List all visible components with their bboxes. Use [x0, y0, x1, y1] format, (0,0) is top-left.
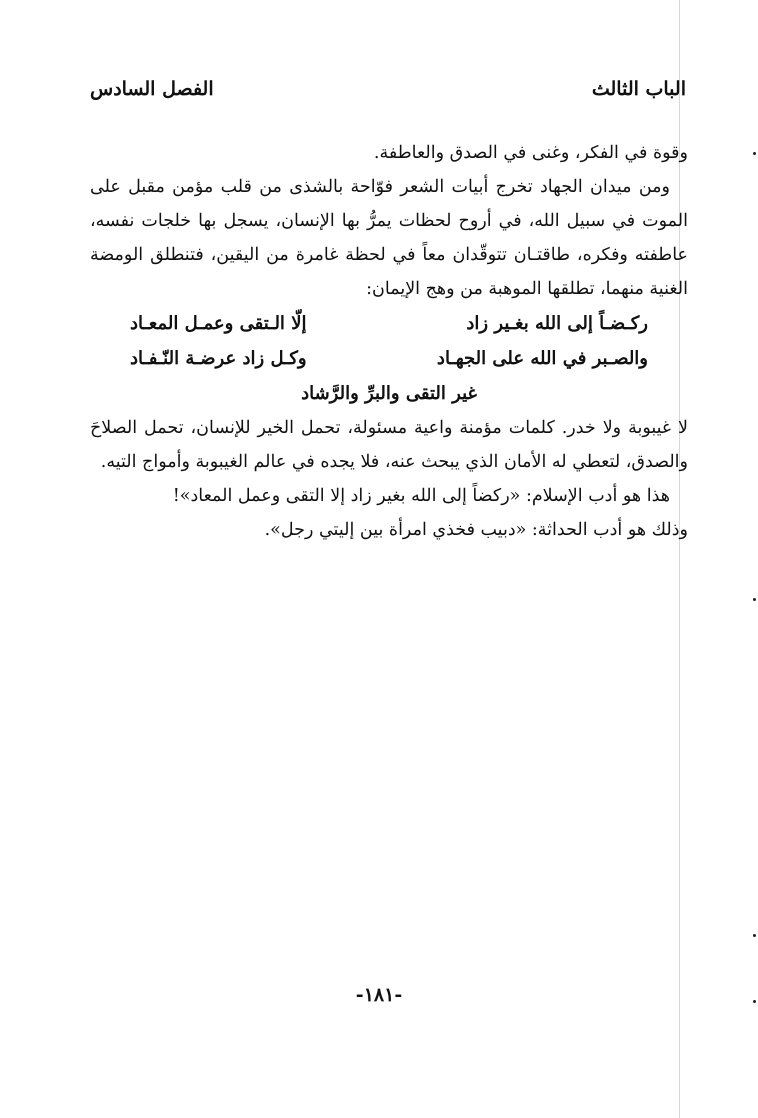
- paragraph: وقوة في الفكر، وغنى في الصدق والعاطفة.: [373, 143, 688, 163]
- poem-verse: [90, 341, 688, 376]
- poem-hemistich: والصـبر في الله على الجهـاد: [436, 348, 648, 369]
- poem-verse: [90, 306, 688, 341]
- poem-final-line: غير التقى والبرِّ والرَّشاد: [301, 383, 477, 404]
- running-header: [90, 78, 686, 108]
- scan-mark: [753, 598, 756, 601]
- chapter-title: الباب الثالث: [591, 78, 686, 100]
- paragraph: وذلك هو أدب الحداثة: «دبيب فخذي امرأة بين إليتي رجل».: [264, 520, 688, 540]
- paragraph: لا غيبوبة ولا خدر. كلمات مؤمنة واعية مسئولة، تحمل الخير للإنسان، تحمل الصلاحَ والصدق، لتعطي له الأمان الذي يبحث عنه، فلا يجده في عالم الغيبوبة وأمواج التيه.: [90, 418, 688, 472]
- poem-hemistich: إلّا الـتقى وعمـل المعـاد: [130, 313, 307, 334]
- poem: [90, 306, 688, 411]
- body-text: [90, 136, 688, 547]
- section-title: الفصل السادس: [90, 78, 214, 100]
- poem-hemistich: ركـضـاً إلى الله بغـير زاد: [466, 313, 648, 334]
- paragraph: هذا هو أدب الإسلام: «ركضاً إلى الله بغير زاد إلا التقى وعمل المعاد»!: [172, 486, 670, 506]
- paragraph: ومن ميدان الجهاد تخرج أبيات الشعر فوّاحة بالشذى من قلب مؤمن مقبل على الموت في سبيل الله، في أروح لحظات يمرُّ بها الإنسان، يسجل بها خلجات نفسه، عاطفته وفكره، طاقتـان تتوقّدان معاً في لحظة غامرة من اليقين، فتنطلق الومضة الغنية منهما، تطلقها الموهبة من وهج الإيمان:: [90, 177, 688, 299]
- poem-hemistich: وكـل زاد عرضـة النّـفـاد: [130, 348, 307, 369]
- scan-mark: [753, 152, 756, 155]
- scan-mark: [753, 934, 756, 937]
- page-number: -١٨١-: [355, 984, 403, 1006]
